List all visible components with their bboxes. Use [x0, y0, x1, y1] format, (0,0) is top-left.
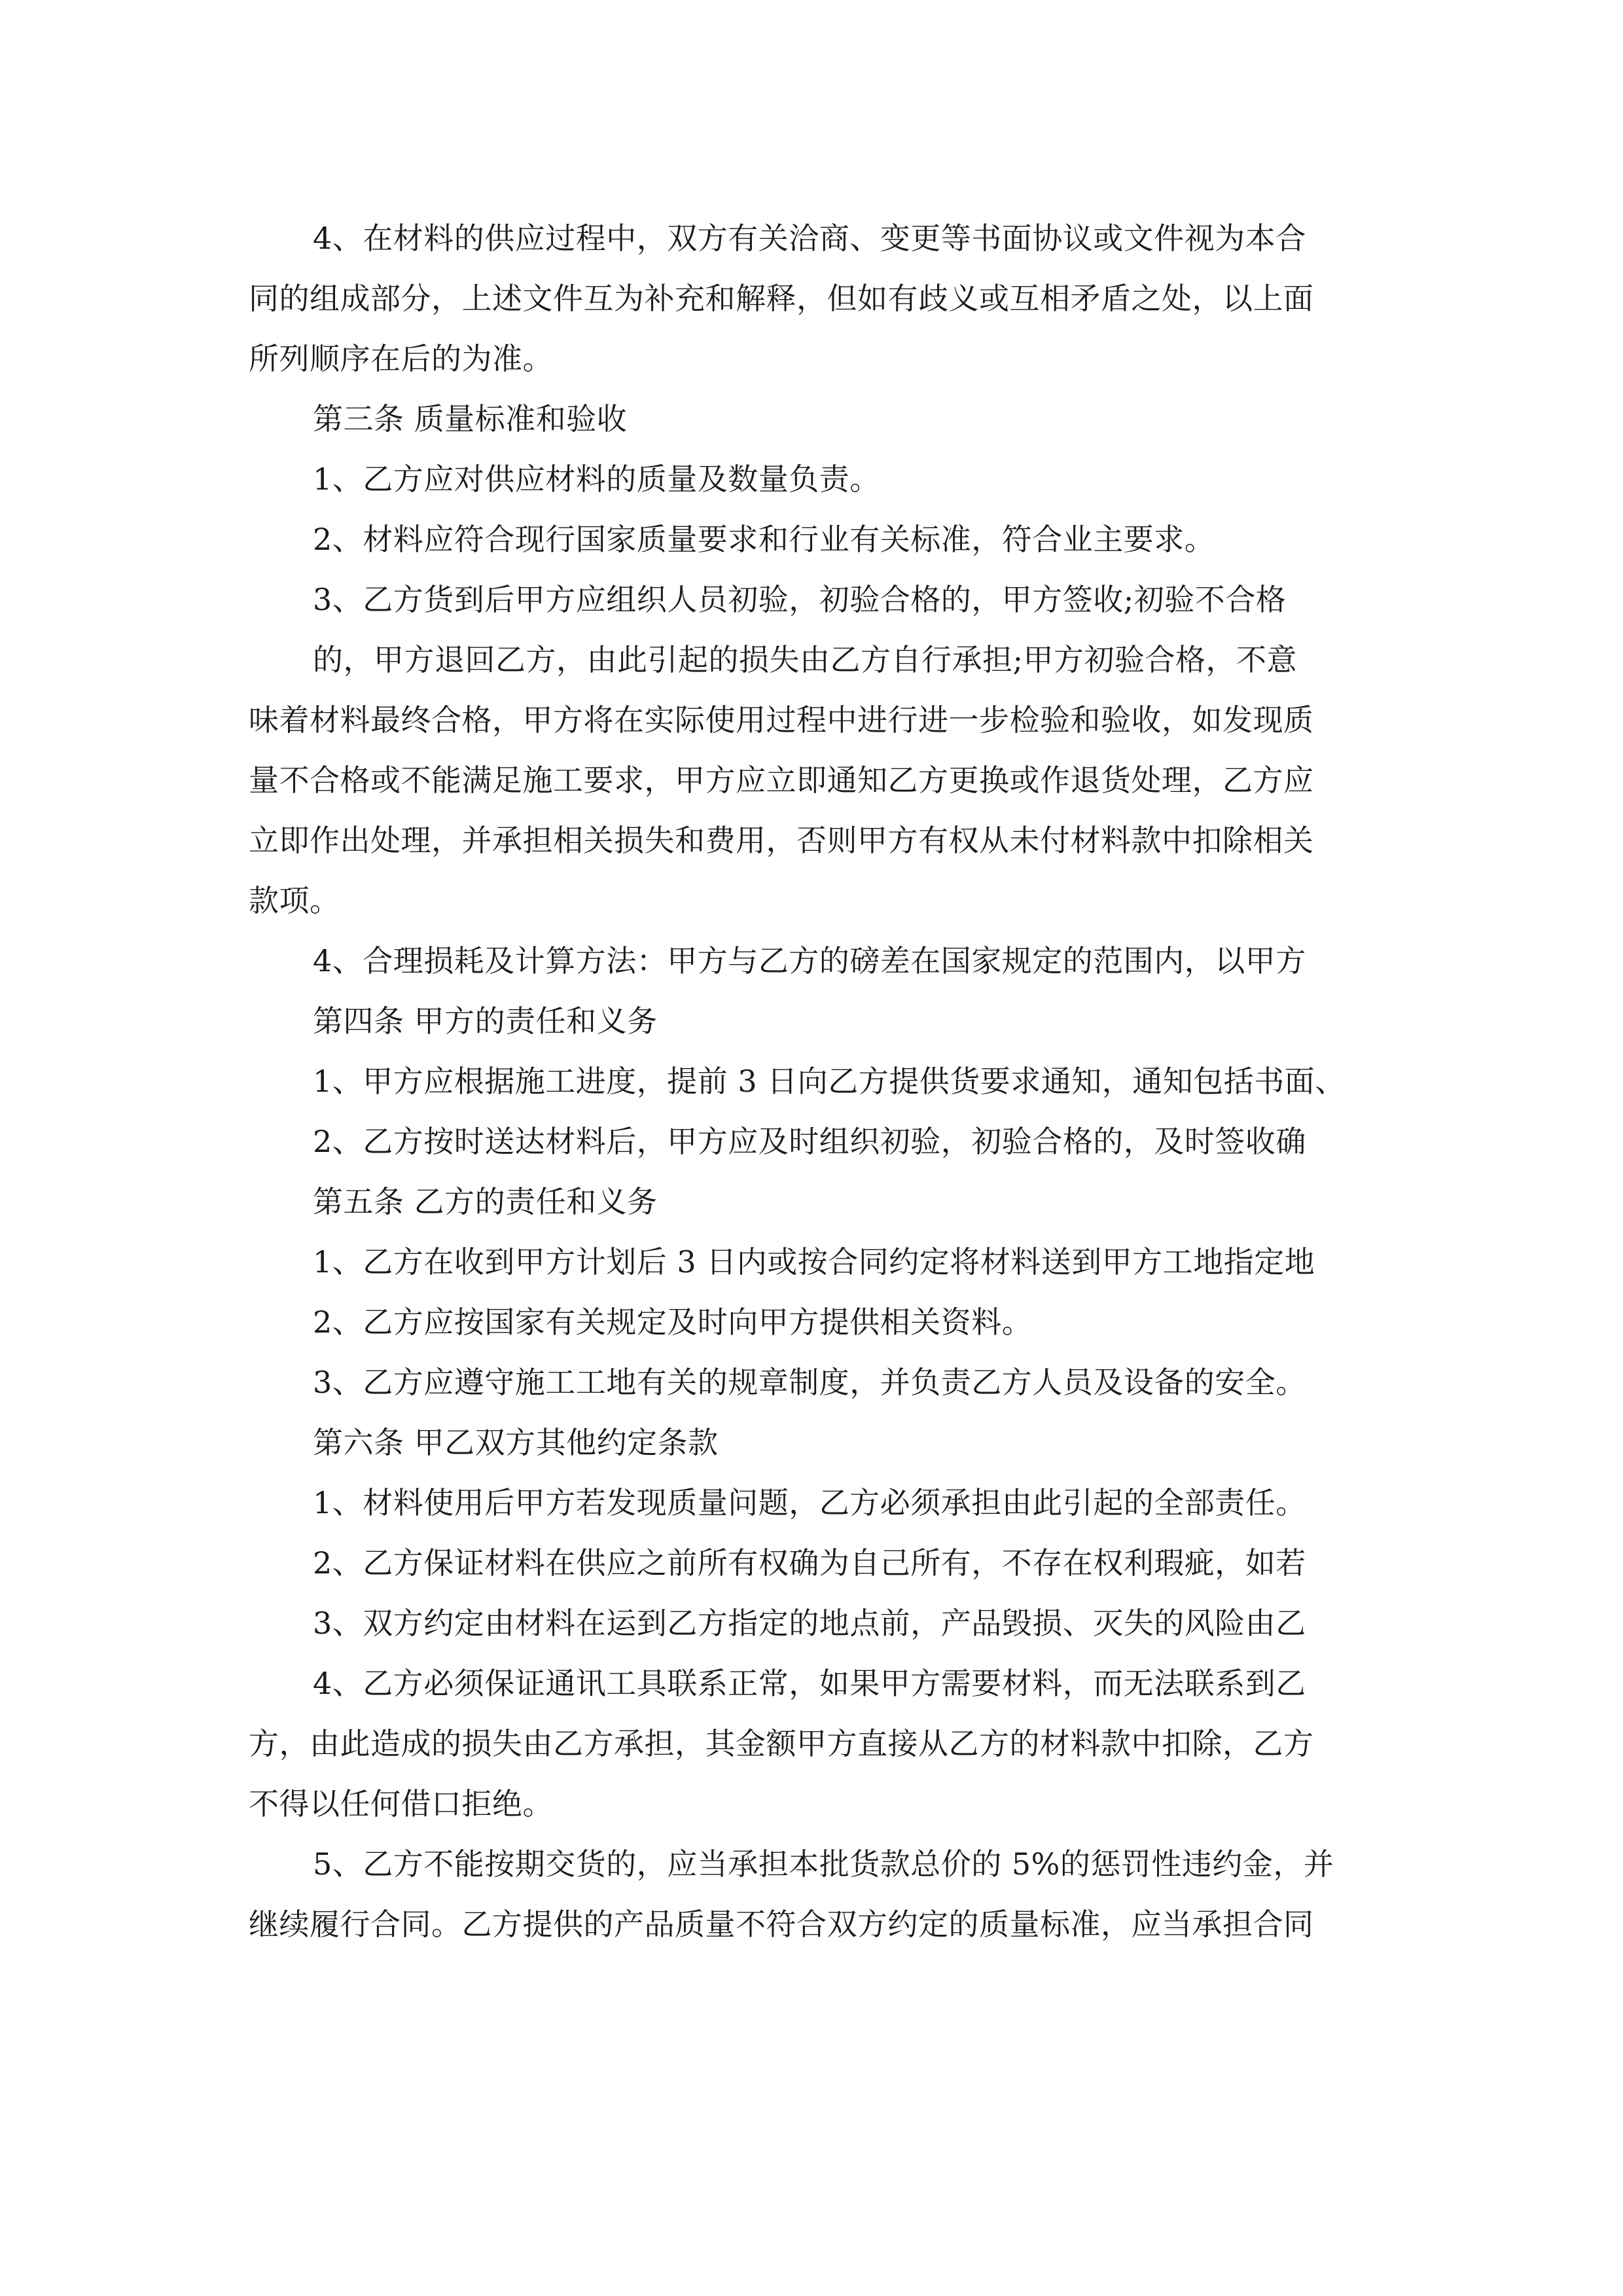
- text-line-28: 5、乙方不能按期交货的，应当承担本批货款总价的 5%的惩罚性违约金，并: [313, 1846, 1334, 1882]
- section-heading-5: 第五条 乙方的责任和义务: [313, 1184, 658, 1219]
- text-line-26: 方，由此造成的损失由乙方承担，其金额甲方直接从乙方的材料款中扣除，乙方: [249, 1726, 1314, 1761]
- text-line-29: 继续履行合同。乙方提供的产品质量不符合双方约定的质量标准，应当承担合同: [249, 1907, 1314, 1942]
- text-line-6: 2、材料应符合现行国家质量要求和行业有关标准，符合业主要求。: [313, 522, 1215, 557]
- document-body: [249, 208, 1387, 1954]
- text-line-16: 2、乙方按时送达材料后，甲方应及时组织初验，初验合格的，及时签收确: [313, 1124, 1306, 1159]
- text-line-15: 1、甲方应根据施工进度，提前 3 日向乙方提供货要求通知，通知包括书面、: [313, 1064, 1346, 1099]
- text-line-23: 2、乙方保证材料在供应之前所有权确为自己所有，不存在权利瑕疵，如若: [313, 1545, 1306, 1581]
- text-line-5: 1、乙方应对供应材料的质量及数量负责。: [313, 461, 880, 497]
- text-line-12: 款项。: [249, 883, 340, 918]
- text-line-25: 4、乙方必须保证通讯工具联系正常，如果甲方需要材料，而无法联系到乙: [313, 1666, 1306, 1701]
- text-line-13: 4、合理损耗及计算方法：甲方与乙方的磅差在国家规定的范围内，以甲方: [313, 943, 1306, 978]
- text-line-9: 味着材料最终合格，甲方将在实际使用过程中进行进一步检验和验收，如发现质: [249, 702, 1314, 738]
- text-line-27: 不得以任何借口拒绝。: [249, 1786, 553, 1821]
- section-heading-3: 第三条 质量标准和验收: [313, 401, 628, 437]
- document-page: [249, 208, 1387, 1954]
- text-line-19: 2、乙方应按国家有关规定及时向甲方提供相关资料。: [313, 1304, 1033, 1340]
- text-line-24: 3、双方约定由材料在运到乙方指定的地点前，产品毁损、灭失的风险由乙: [313, 1605, 1306, 1641]
- text-line-8: 的，甲方退回乙方，由此引起的损失由乙方自行承担;甲方初验合格，不意: [313, 642, 1297, 677]
- text-line-1: 4、在材料的供应过程中，双方有关洽商、变更等书面协议或文件视为本合: [313, 221, 1306, 256]
- text-line-2: 同的组成部分，上述文件互为补充和解释，但如有歧义或互相矛盾之处，以上面: [249, 281, 1314, 316]
- text-line-20: 3、乙方应遵守施工工地有关的规章制度，并负责乙方人员及设备的安全。: [313, 1365, 1306, 1400]
- section-heading-4: 第四条 甲方的责任和义务: [313, 1003, 658, 1039]
- text-line-11: 立即作出处理，并承担相关损失和费用，否则甲方有权从未付材料款中扣除相关: [249, 823, 1314, 858]
- text-line-10: 量不合格或不能满足施工要求，甲方应立即通知乙方更换或作退货处理，乙方应: [249, 762, 1314, 798]
- text-line-7: 3、乙方货到后甲方应组织人员初验，初验合格的，甲方签收;初验不合格: [313, 582, 1287, 617]
- text-line-22: 1、材料使用后甲方若发现质量问题，乙方必须承担由此引起的全部责任。: [313, 1485, 1306, 1520]
- section-heading-6: 第六条 甲乙双方其他约定条款: [313, 1425, 719, 1460]
- text-line-18: 1、乙方在收到甲方计划后 3 日内或按合同约定将材料送到甲方工地指定地: [313, 1244, 1315, 1280]
- text-line-3: 所列顺序在后的为准。: [249, 341, 553, 376]
